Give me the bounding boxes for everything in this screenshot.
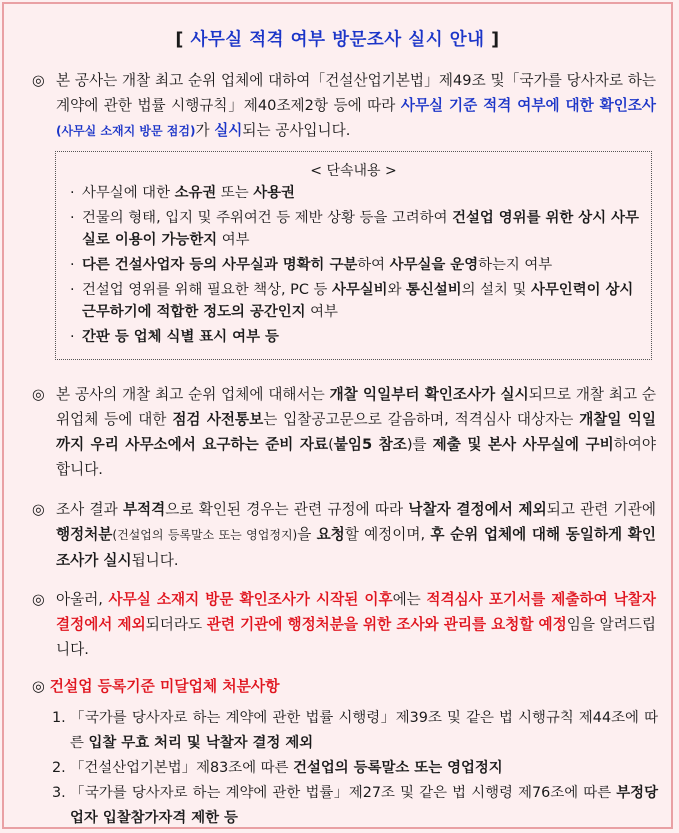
- inspection-items-box: [55, 151, 652, 360]
- list-item: · 사무실에 대한 소유권 또는 사용권: [70, 185, 295, 201]
- penalty-item: 2. 「건설산업기본법」제83조에 따른 건설업의 등록말소 또는 영업정지: [52, 760, 503, 776]
- list-item: · 간판 등 업체 식별 표시 여부 등: [70, 329, 279, 345]
- section-title: 건설업 등록기준 미달업체 처분사항: [49, 678, 280, 695]
- notice-panel: [2, 2, 673, 829]
- list-item: · 건설업 영위를 위해 필요한 책상, PC 등 사무실비와 통신설비의 설치 및 사무인력이 상시 근무하기에 적합한 정도의 공간인지 여부: [70, 282, 634, 320]
- circle-mark-icon: ◎: [32, 501, 45, 518]
- list-item: · 다른 건설사업자 등의 사무실과 명확히 구분하여 사무실을 운영하는지 여부: [70, 257, 553, 273]
- paragraph-inspection-timing: ◎ 본 공사의 개찰 최고 순위 업체에 대해서는 개찰 익일부터 확인조사가 실시되므로 개찰 최고 순위업체 등에 대한 점검 사전통보는 입찰공고문으로 갈음하며, 적격심사 대상자는 개찰일 익일까지 우리 사무소에서 요구하는 준비 자료(붙임5 참조)를 제출 및 본사 사무실에 구비하여야 합니다.: [32, 382, 656, 482]
- list-item: · 건물의 형태, 입지 및 주위여건 등 제반 상황 등을 고려하여 건설업 영위를 위한 상시 사무실로 이용이 가능한지 여부: [70, 210, 639, 248]
- intro-text: 본 공사는 개찰 최고 순위 업체에 대하여「건설산업기본법」제49조 및「국가를 당사자로 하는 계약에 관한 법률 시행규칙」제40조제2항 등에 따라: [56, 72, 656, 114]
- penalty-item: 1. 「국가를 당사자로 하는 계약에 관한 법률 시행령」제39조 및 같은 법 시행규칙 제44조에 따른 입찰 무효 처리 및 낙찰자 결정 제외: [52, 710, 658, 751]
- inspection-list: [56, 182, 651, 348]
- intro-highlight: 사무실 기준 적격 여부에 대한 확인조사: [400, 97, 656, 114]
- paragraph-result: ◎ 조사 결과 부적격으로 확인된 경우는 관련 규정에 따라 낙찰자 결정에서 제외되고 관련 기관에 행정처분(건설업의 등록말소 또는 영업정지)을 요청할 예정이며, 후 순위 업체에 대해 동일하게 확인조사가 실시됩니다.: [32, 497, 656, 573]
- circle-mark-icon: ◎: [32, 386, 45, 403]
- page-title: [4, 26, 671, 51]
- title-bracket-open: [: [175, 30, 184, 50]
- title-text: 사무실 적격 여부 방문조사 실시 안내: [190, 30, 485, 50]
- section-heading: [32, 675, 280, 696]
- intro-highlight-note: (사무실 소재지 방문 점검): [56, 124, 196, 138]
- title-bracket-close: ]: [491, 30, 500, 50]
- paragraph-warning: ◎ 아울러, 사무실 소재지 방문 확인조사가 시작된 이후에는 적격심사 포기서를 제출하여 낙찰자 결정에서 제외되더라도 관련 기관에 행정처분을 위한 조사와 관리를 요청할 예정임을 알려드립니다.: [32, 587, 656, 662]
- box-header: < 단속내용 >: [310, 163, 397, 179]
- penalty-item: 3. 「국가를 당사자로 하는 계약에 관한 법률」제27조 및 같은 법 시행령 제76조에 따른 부정당업자 입찰참가자격 제한 등: [52, 785, 658, 826]
- circle-mark-icon: ◎: [32, 678, 45, 695]
- circle-mark-icon: ◎: [32, 591, 45, 608]
- paragraph-intro: ◎ 본 공사는 개찰 최고 순위 업체에 대하여「건설산업기본법」제49조 및「국가를 당사자로 하는 계약에 관한 법률 시행규칙」제40조제2항 등에 따라 사무실 기준 적격 여부에 대한 확인조사(사무실 소재지 방문 점검)가 실시되는 공사입니다.: [32, 68, 656, 144]
- circle-mark-icon: ◎: [32, 72, 45, 89]
